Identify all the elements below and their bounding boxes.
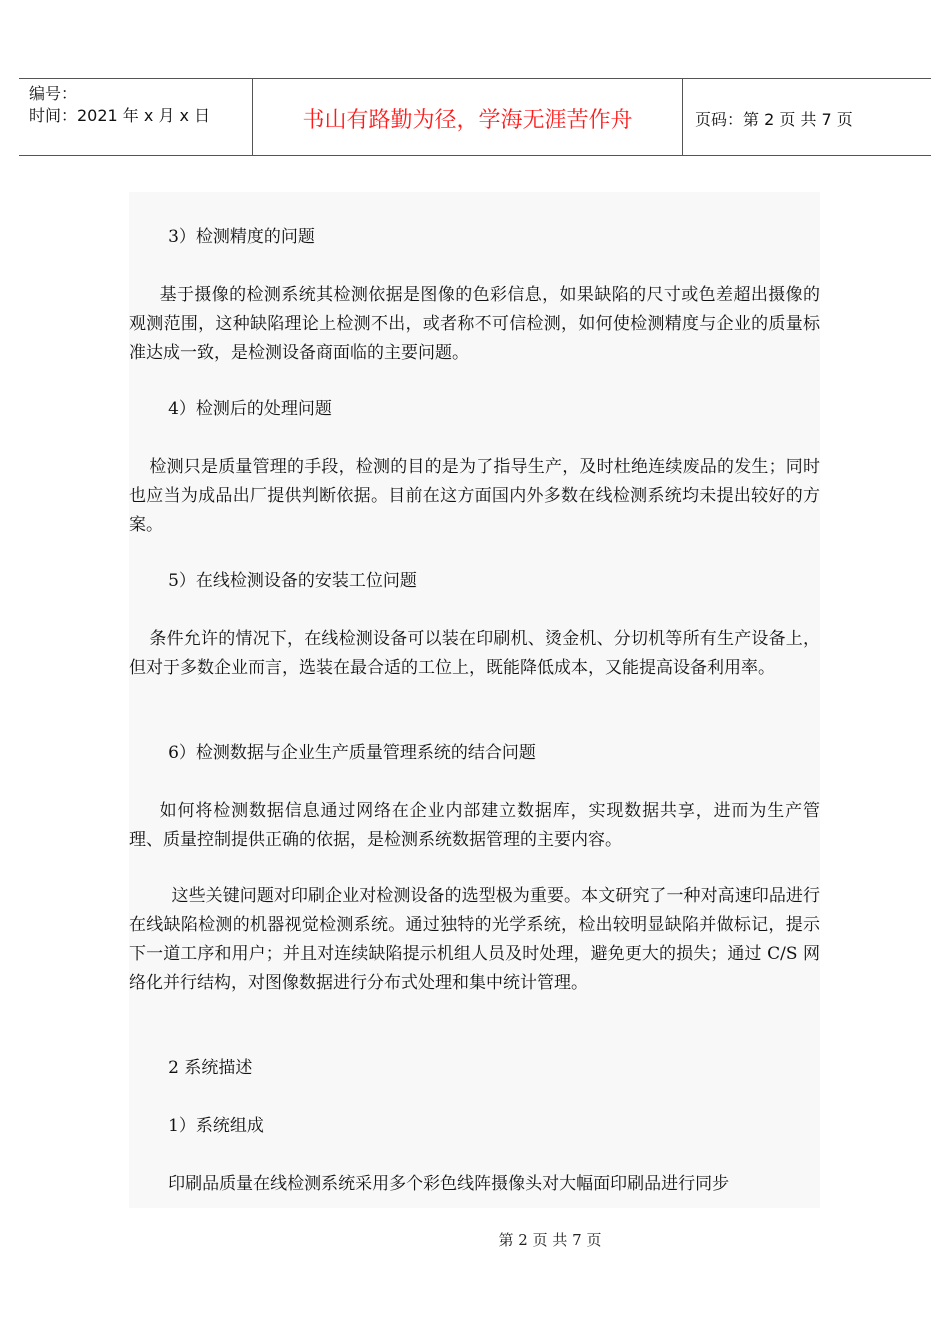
header-motto-cell	[252, 79, 683, 155]
section-heading: 3）检测精度的问题	[168, 227, 315, 247]
section-heading: 5）在线检测设备的安装工位问题	[168, 571, 417, 591]
document-date-label: 时间：2021 年 x 月 x 日	[29, 106, 211, 125]
document-number-label: 编号：	[29, 84, 78, 103]
body-paragraph: 基于摄像的检测系统其检测依据是图像的色彩信息，如果缺陷的尺寸或色差超出摄像的观测范围，这种缺陷理论上检测不出，或者称不可信检测，如何使检测精度与企业的质量标准达成一致，是检测设备商面临的主要问题。	[129, 285, 820, 363]
body-paragraph: 检测只是质量管理的手段，检测的目的是为了指导生产，及时杜绝连续废品的发生；同时也应当为成品出厂提供判断依据。目前在这方面国内外多数在线检测系统均未提出较好的方案。	[129, 457, 820, 535]
motto-text: 书山有路勤为径，学海无涯苦作舟	[302, 108, 633, 133]
document-body	[129, 192, 820, 1208]
section-heading: 2 系统描述	[168, 1058, 253, 1078]
section-heading: 6）检测数据与企业生产质量管理系统的结合问题	[168, 743, 536, 763]
header-page-cell	[683, 79, 931, 155]
document-header	[19, 78, 931, 156]
body-paragraph: 条件允许的情况下，在线检测设备可以装在印刷机、烫金机、分切机等所有生产设备上，但对于多数企业而言，选装在最合适的工位上，既能降低成本，又能提高设备利用率。	[129, 629, 820, 678]
page-footer: 第 2 页 共 7 页	[498, 1231, 602, 1249]
body-paragraph: 如何将检测数据信息通过网络在企业内部建立数据库，实现数据共享，进而为生产管理、质量控制提供正确的依据，是检测系统数据管理的主要内容。	[129, 801, 820, 850]
body-paragraph: 这些关键问题对印刷企业对检测设备的选型极为重要。本文研究了一种对高速印品进行在线缺陷检测的机器视觉检测系统。通过独特的光学系统，检出较明显缺陷并做标记，提示下一道工序和用户；并且对连续缺陷提示机组人员及时处理，避免更大的损失；通过 C/S 网络化并行结构，对图像数据进行分布式处理和集中统计管理。	[129, 886, 820, 993]
body-paragraph: 印刷品质量在线检测系统采用多个彩色线阵摄像头对大幅面印刷品进行同步	[168, 1174, 730, 1194]
header-meta-cell	[19, 79, 252, 155]
section-heading: 4）检测后的处理问题	[168, 399, 332, 419]
section-heading: 1）系统组成	[168, 1116, 264, 1136]
header-page-label: 页码：第 2 页 共 7 页	[695, 110, 853, 129]
